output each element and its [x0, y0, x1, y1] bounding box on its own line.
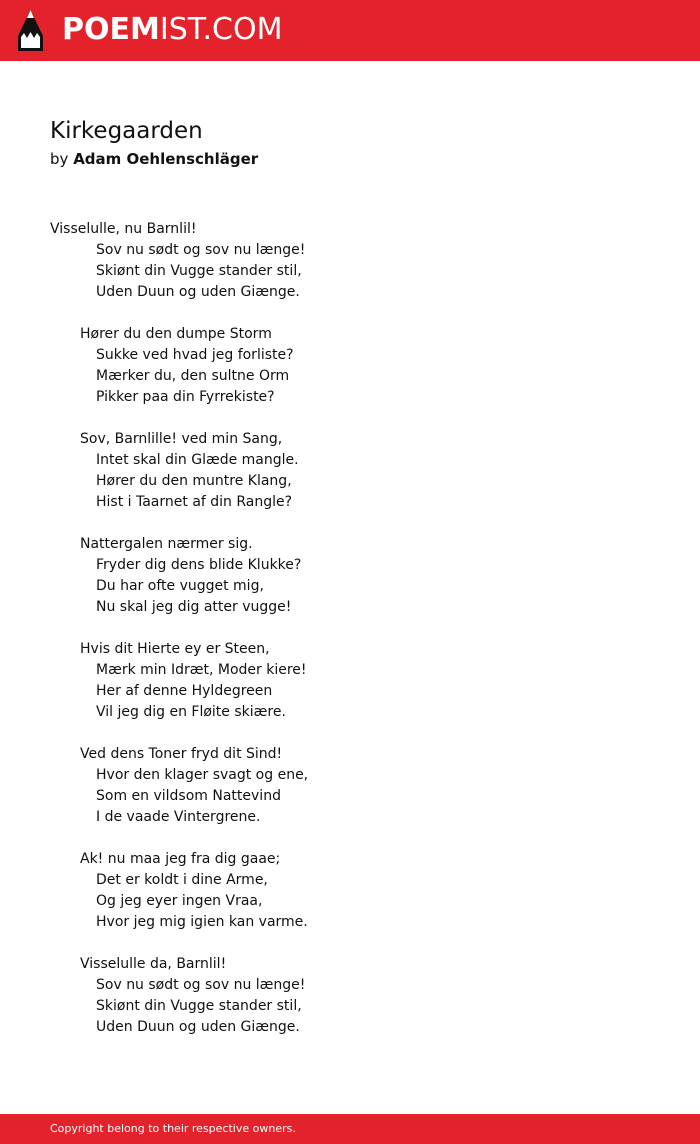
poem-line: Mærker du, den sultne Orm	[96, 368, 290, 384]
stanza	[50, 639, 308, 723]
stanza	[50, 219, 308, 303]
poem-line: Visselulle, nu Barnlil!	[50, 221, 197, 237]
poem-line: Hvor den klager svagt og ene,	[96, 767, 309, 783]
pencil-tip-icon[interactable]	[18, 10, 43, 51]
poem-line: Mærk min Idræt, Moder kiere!	[96, 662, 307, 678]
poem-line: Ak! nu maa jeg fra dig gaae;	[80, 851, 281, 867]
site-header	[0, 0, 700, 61]
site-logo[interactable]	[62, 12, 282, 48]
stanza	[50, 849, 308, 933]
poem-line: Skiønt din Vugge stander stil,	[96, 998, 302, 1014]
stanza	[50, 744, 308, 828]
poem-line: Visselulle da, Barnlil!	[80, 956, 227, 972]
poem-line: Hvis dit Hierte ey er Steen,	[80, 641, 270, 657]
poem-author[interactable]: Adam Oehlenschläger	[73, 150, 259, 168]
copyright-text: Copyright belong to their respective owners.	[50, 1122, 296, 1135]
stanza	[50, 534, 308, 618]
poem-line: Du har ofte vugget mig,	[96, 578, 264, 594]
poem-line: Hører du den muntre Klang,	[96, 473, 292, 489]
poem-line: Fryder dig dens blide Klukke?	[96, 557, 302, 573]
poem-line: Hvor jeg mig igien kan varme.	[96, 914, 308, 930]
poem-byline	[50, 148, 258, 170]
poem-line: Pikker paa din Fyrrekiste?	[96, 389, 275, 405]
by-label: by	[50, 150, 69, 168]
poem-line: Ved dens Toner fryd dit Sind!	[80, 746, 283, 762]
stanza	[50, 324, 308, 408]
stanza	[50, 429, 308, 513]
poem-line: Det er koldt i dine Arme,	[96, 872, 268, 888]
poem-line: Intet skal din Glæde mangle.	[96, 452, 299, 468]
poem-line: Hist i Taarnet af din Rangle?	[96, 494, 293, 510]
logo-text-light: IST.COM	[159, 12, 283, 47]
poem-line: I de vaade Vintergrene.	[96, 809, 261, 825]
poem-line: Og jeg eyer ingen Vraa,	[96, 893, 263, 909]
site-footer	[0, 1114, 700, 1144]
poem-line: Hører du den dumpe Storm	[80, 326, 272, 342]
poem-line: Uden Duun og uden Giænge.	[96, 284, 300, 300]
poem-line: Her af denne Hyldegreen	[96, 683, 273, 699]
poem-line: Som en vildsom Nattevind	[96, 788, 281, 804]
poem-line: Nattergalen nærmer sig.	[80, 536, 253, 552]
poem-line: Sov, Barnlille! ved min Sang,	[80, 431, 283, 447]
stanza	[50, 954, 308, 1038]
poem-line: Sukke ved hvad jeg forliste?	[96, 347, 294, 363]
poem-line: Sov nu sødt og sov nu længe!	[96, 242, 306, 258]
poem-title: Kirkegaarden	[50, 118, 203, 144]
poem-line: Nu skal jeg dig atter vugge!	[96, 599, 292, 615]
poem-line: Skiønt din Vugge stander stil,	[96, 263, 302, 279]
poem-line: Sov nu sødt og sov nu længe!	[96, 977, 306, 993]
logo-text-bold: POEM	[62, 12, 160, 47]
poem-body	[50, 219, 308, 1059]
poem-line: Vil jeg dig en Fløite skiære.	[96, 704, 286, 720]
poem-line: Uden Duun og uden Giænge.	[96, 1019, 300, 1035]
